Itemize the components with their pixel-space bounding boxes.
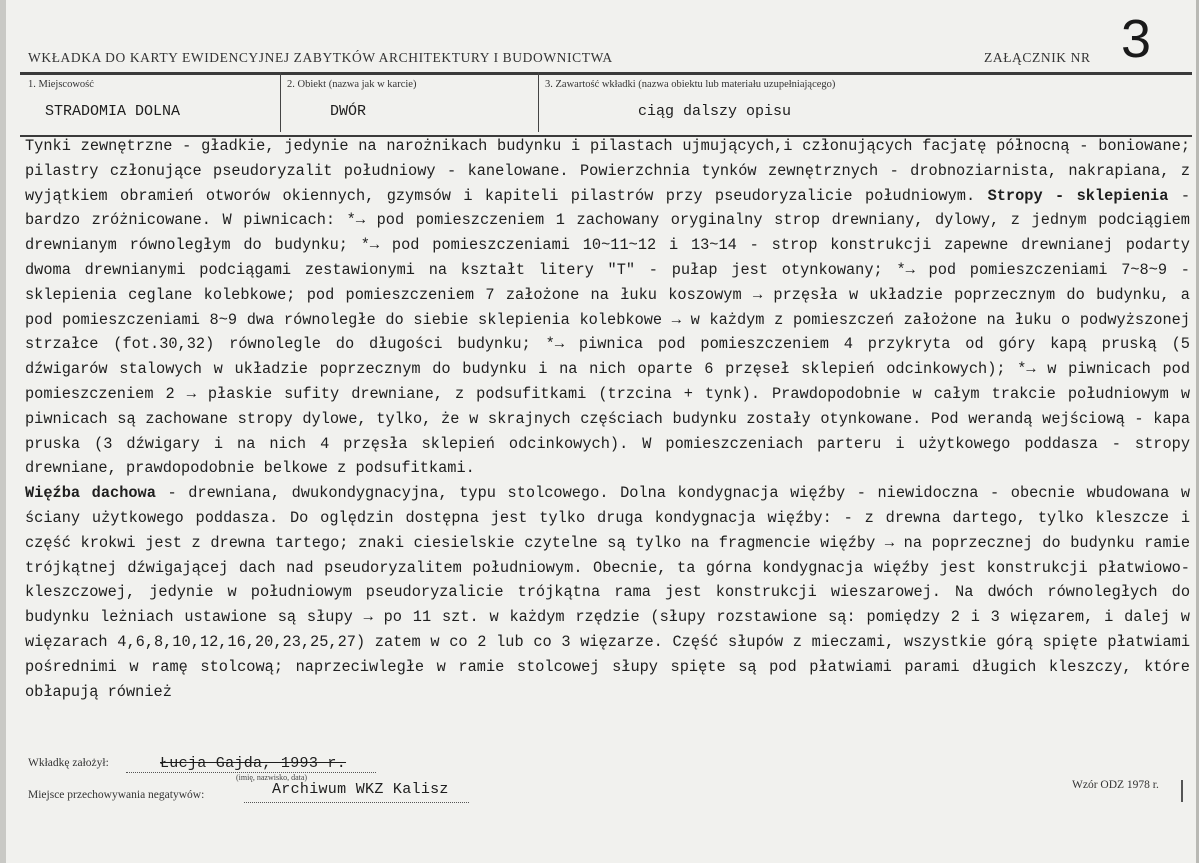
paragraph-text: Tynki zewnętrzne - gładkie, jedynie na narożnikach budynku i pilastach ujmujących,i członujących facjatę północną - boniowane; pilastry członujące pseudoryzalit południowy - kanelowane. Powierzchnia tynków zewnętrznych - drobnoziarnista, nakrapiana, z wyjątkiem obramień otworów okiennych, gzymsów i kapiteli pilastrów przy pseudoryzalicie południowym. (25, 137, 1190, 205)
card-left-edge (0, 0, 6, 863)
contents-label: 3. Zawartość wkładki (nazwa obiektu lub materiału uzupełniającego) (545, 79, 836, 90)
paragraph-text: - drewniana, dwukondygnacyjna, typu stolcowego. Dolna kondygnacja więźby - niewidoczna - obecnie wbudowana w ściany użytkowego poddasza. Do oględzin dostępna jest tylko druga kondygnacja więźby: - z drewna dartego, tylko kleszcze i część krokwi jest z drewna tartego; znaki ciesielskie czytelne są tylko na fragmencie więźby → na poprzecznej do budynku ramie trójkątnej dźwigającej dach nad pseudoryzalitem południowym. Obecnie, ta górna kondygnacja więźby jest konstrukcji płatwiowo-kleszczowej, jedynie w południowym pseudoryzalicie trójkątna rama jest konstrukcji wieszarowej. Na dwóch równoległych do budynku leżniach ustawione są słupy → po 11 szt. w każdym rzędzie (słupy rozstawione są: pomiędzy 2 i 3 więzarem, i dalej w więzarach 4,6,8,10,12,16,20,23,25,27) zatem w co 2 lub co 3 więzarze. Część słupów z mieczami, wszystkie górą spięte płatwiami pośrednimi w ramę stolcową; naprzeciwległe w ramie stolcowej słupy spięte są pod płatwiami parami długich kleszczy, które obłapują również (25, 484, 1190, 701)
negatives-label: Miejsce przechowywania negatywów: (28, 789, 205, 801)
contents-value: ciąg dalszy opisu (638, 103, 792, 120)
section-heading-ceilings: Stropy - sklepienia (987, 186, 1169, 205)
negatives-value: Archiwum WKZ Kalisz (272, 781, 449, 798)
negatives-dotted-line (244, 802, 469, 803)
location-label: 1. Miejscowość (28, 79, 94, 90)
founder-label: Wkładkę założył: (28, 757, 109, 769)
form-template-label: Wzór ODZ 1978 r. (1072, 779, 1159, 791)
column-divider (280, 72, 281, 132)
column-divider (538, 72, 539, 132)
location-value: STRADOMIA DOLNA (45, 103, 181, 120)
object-value: DWÓR (330, 103, 367, 120)
founder-note: (imię, nazwisko, data) (236, 773, 308, 782)
paragraph-text: - bardzo zróżnicowane. W piwnicach: *→ pod pomieszczeniem 1 zachowany oryginalny strop drewniany, dylowy, z jednym podciągiem drewnianym równoległym do budynku; *→ pod pomieszczeniami 10~11~12 i 13~14 - strop konstrukcji zapewne drewnianej podarty dwoma drewnianymi podciągami zestawionymi na kształt litery "T" - pułap jest otynkowany; *→ pod pomieszczeniami 7~8~9 - sklepienia ceglane kolebkowe; pod pomieszczeniem 7 założone na łuku koszowym → przęsła w układzie poprzecznym do budynku, a pod pomieszczeniami 8~9 dwa równoległe do siebie sklepienia kolebkowe → w każdym z pomieszczeń założone na łuku o podwyższonej strzałce (fot.30,32) równolegle do długości budynku; *→ piwnica pod pomieszczeniem 4 przykryta od góry kapą pruską (5 dźwigarów stalowych w układzie poprzecznym do budynku i na nich oparte 6 przęseł sklepień odcinkowych); *→ w piwnicach pod pomieszczeniem 2 → płaskie sufity drewniane, z podsufitkami (trzcina + tynk). Prawdopodobnie w całym trakcie południowym w piwnicach są zachowane stropy dylowe, tylko, że w skrajnych częściach budynku zostały otynkowane. Pod werandą wejściową - kapa pruska (3 dźwigary i na nich 4 przęsła sklepień odcinkowych). W pomieszczeniach parteru i użytkowego poddasza - stropy drewniane, prawdopodobnie belkowe z podsufitkami. (25, 186, 1190, 478)
description-text (25, 134, 1190, 704)
attachment-number: 3 (1121, 9, 1152, 69)
founder-value: Łucja Gajda, 1993 r. (160, 755, 347, 772)
attachment-label: ZAŁĄCZNIK NR (984, 50, 1091, 65)
section-heading-roof-truss: Więźba dachowa (25, 484, 156, 503)
card-title: WKŁADKA DO KARTY EWIDENCYJNEJ ZABYTKÓW ARCHITEKTURY I BUDOWNICTWA (28, 50, 613, 65)
margin-mark (1181, 780, 1183, 802)
object-label: 2. Obiekt (nazwa jak w karcie) (287, 79, 417, 90)
